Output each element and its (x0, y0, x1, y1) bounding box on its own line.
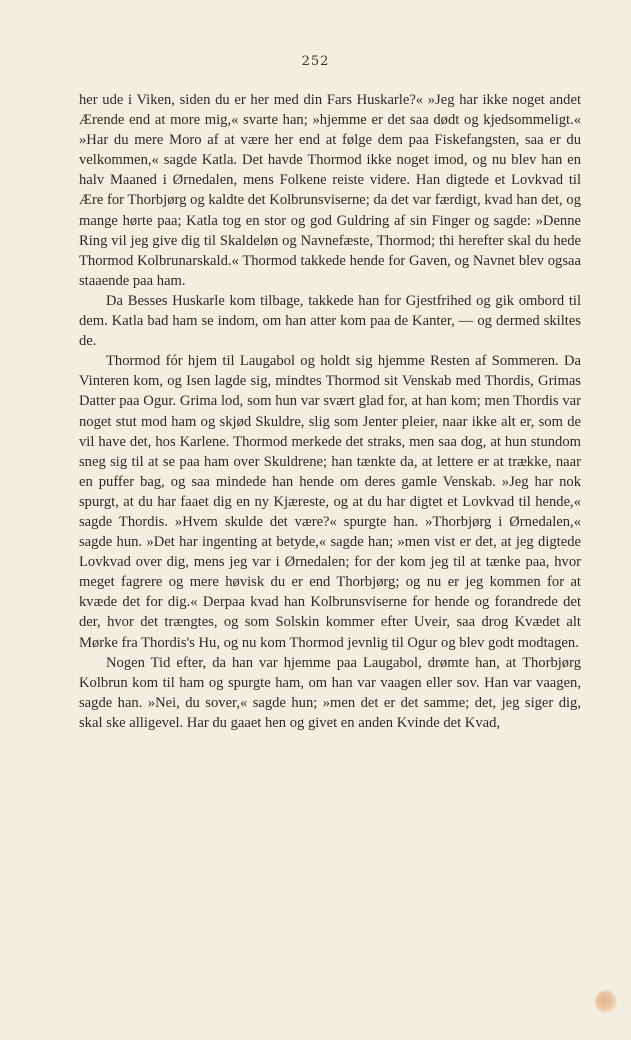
page-number: 252 (301, 54, 330, 69)
paper-stain (595, 990, 617, 1014)
paragraph-3: Thormod fór hjem til Laugabol og holdt sig hjemme Resten af Sommeren. Da Vinteren kom, og Isen lagde sig, mindtes Thormod sit Venskab med Thordis, Grimas Datter paa Ogur. Grima lod, som hun var svært glad for, at han kom; men Thordis var noget stut mod ham og skjød Skuldre, slig som Jenter pleier, naar ikke alt er, som de vil have det, hos Karlene. Thormod merkede det straks, men saa dog, at hun stundom sneg sig til at se paa ham over Skuldrene; han tænkte da, at lettere er at trække, naar en puffer bag, og saa mindede han hende om deres gamle Venskab. »Jeg har nok spurgt, at du har faaet dig en ny Kjæreste, og at du har digtet et Lovkvad til hende,« sagde Thordis. »Hvem skulde det være?« spurgte han. »Thorbjørg i Ørnedalen,« sagde hun. »Det har ingenting at betyde,« sagde han; »men vist er det, at jeg digtede Lovkvad over dig, mens jeg var i Ørnedalen; for der kom jeg til at tænke paa, hvor meget fagrere og mere høvisk du er end Thorbjørg; og nu er jeg kommen for at kvæde det for dig.« Derpaa kvad han Kolbrunsviserne for hende og forandrede det der, hvor det trængtes, og som Solskin kommer efter Uveir, saa drog Kvædet alt Mørke fra Thordis's Hu, og nu kom Thormod jevnlig til Ogur og blev godt modtagen. (79, 353, 581, 651)
body-text (79, 90, 581, 733)
paragraph-2: Da Besses Huskarle kom tilbage, takkede han for Gjestfrihed og gik ombord til dem. Katla bad ham se indom, om han atter kom paa de Kanter, — og dermed skiltes de. (79, 292, 581, 350)
paragraph-1: her ude i Viken, siden du er her med din Fars Huskarle?« »Jeg har ikke noget andet Ærende end at more mig,« svarte han; »hjemme er det saa dødt og kjedsommeligt.« »Har du mere Moro af at være her end at følge dem paa Fiskefangsten, saa er du velkommen,« sagde Katla. Det havde Thormod ikke noget imod, og nu blev han en halv Maaned i Ørnedalen, mens Folkene reiste videre. Han digtede et Lovkvad til Ære for Thorbjørg og kaldte det Kolbrunsviserne; da det var færdigt, kvad han det, og mange hørte paa; Katla tog en stor og god Guldring af sin Finger og sagde: »Denne Ring vil jeg give dig til Skaldeløn og Navnefæste, Thormod; thi herefter skal du hede Thormod Kolbrunarskald.« Thormod takkede hende for Gaven, og Navnet blev ogsaa staaende paa ham. (79, 92, 581, 289)
paragraph-4: Nogen Tid efter, da han var hjemme paa Laugabol, drømte han, at Thorbjørg Kolbrun kom til ham og spurgte ham, om han var vaagen eller sov. Han var vaagen, sagde han. »Nei, du sover,« sagde hun; »men det er det samme; det, jeg siger dig, skal ske alligevel. Har du gaaet hen og givet en anden Kvinde det Kvad, (79, 654, 581, 731)
